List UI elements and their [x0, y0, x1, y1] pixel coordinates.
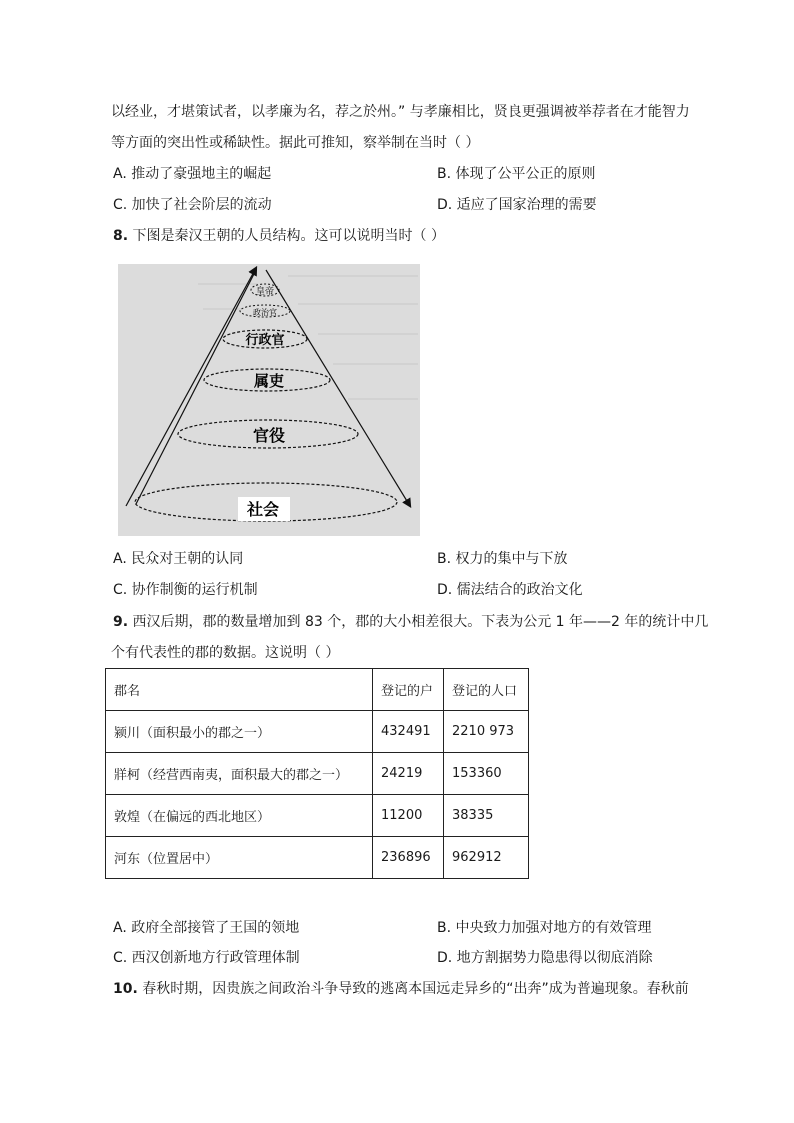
q8-option-d: D. 儒法结合的政治文化 — [437, 582, 583, 598]
cell-population: 38335 — [444, 795, 529, 837]
label-administrative-officials: 行政官 — [245, 333, 285, 348]
q8-number: 8. — [113, 228, 129, 244]
q9-stem-line-2: 个有代表性的郡的数据。这说明（ ） — [111, 645, 340, 661]
table-row — [106, 837, 529, 879]
cell-prefecture: 敦煌（在偏远的西北地区） — [106, 795, 373, 837]
q8-pyramid-figure — [118, 264, 420, 536]
cell-population: 962912 — [444, 837, 529, 879]
q7-option-b: B. 体现了公平公正的原则 — [437, 166, 596, 182]
cone-left-edge — [136, 270, 256, 504]
cell-households: 11200 — [373, 795, 444, 837]
q7-option-c: C. 加快了社会阶层的流动 — [113, 197, 272, 213]
table-row — [106, 795, 529, 837]
q8-stem-text: 下图是秦汉王朝的人员结构。这可以说明当时（ ） — [132, 228, 445, 244]
table-header-row — [106, 669, 529, 711]
down-arrow — [266, 270, 410, 506]
cell-prefecture: 牂柯（经营西南夷，面积最大的郡之一） — [106, 753, 373, 795]
q8-option-c: C. 协作制衡的运行机制 — [113, 582, 258, 598]
q10-stem-line-1 — [113, 979, 689, 999]
q7-option-d: D. 适应了国家治理的需要 — [437, 197, 597, 213]
up-arrow — [126, 268, 256, 506]
q9-option-b: B. 中央致力加强对地方的有效管理 — [437, 920, 652, 936]
header-population: 登记的人口 — [444, 669, 529, 711]
q9-stem-line-1 — [113, 612, 708, 632]
q9-number: 9. — [113, 614, 129, 630]
cell-households: 236896 — [373, 837, 444, 879]
cell-population: 153360 — [444, 753, 529, 795]
q9-option-d: D. 地方割据势力隐患得以彻底消除 — [437, 950, 653, 966]
header-households: 登记的户 — [373, 669, 444, 711]
background-texture — [198, 276, 418, 399]
label-officials-servants: 官役 — [252, 426, 286, 445]
header-prefecture: 郡名 — [106, 669, 373, 711]
q7-text-line-2: 等方面的突出性或稀缺性。据此可推知，察举制在当时（ ） — [111, 135, 480, 151]
table-row — [106, 711, 529, 753]
label-political-officials: 政治官 — [253, 308, 277, 317]
q9-option-a: A. 政府全部接管了王国的领地 — [113, 920, 300, 936]
q9-data-table — [105, 668, 529, 879]
label-society: 社会 — [246, 500, 280, 519]
q10-number: 10. — [113, 981, 138, 997]
q9-stem-text: 西汉后期，郡的数量增加到 83 个，郡的大小相差很大。下表为公元 1 年——2 年的统计中几 — [132, 614, 709, 630]
cell-households: 24219 — [373, 753, 444, 795]
table-row — [106, 753, 529, 795]
q8-stem — [113, 226, 445, 246]
cell-prefecture: 颍川（面积最小的郡之一） — [106, 711, 373, 753]
label-emperor: 皇帝 — [255, 287, 275, 297]
label-clerks: 属吏 — [253, 372, 285, 390]
q9-option-c: C. 西汉创新地方行政管理体制 — [113, 950, 300, 966]
cell-households: 432491 — [373, 711, 444, 753]
cell-population: 2210 973 — [444, 711, 529, 753]
cell-prefecture: 河东（位置居中） — [106, 837, 373, 879]
q8-option-b: B. 权力的集中与下放 — [437, 551, 568, 567]
q8-option-a: A. 民众对王朝的认同 — [113, 551, 244, 567]
q7-text-line-1: 以经业，才堪策试者，以孝廉为名，荐之於州。” 与孝廉相比，贤良更强调被举荐者在才能智力 — [111, 104, 690, 120]
pyramid-diagram — [118, 264, 420, 536]
q10-stem-text: 春秋时期，因贵族之间政治斗争导致的逃离本国远走异乡的“出奔”成为普遍现象。春秋前 — [142, 981, 689, 997]
q7-option-a: A. 推动了豪强地主的崛起 — [113, 166, 272, 182]
